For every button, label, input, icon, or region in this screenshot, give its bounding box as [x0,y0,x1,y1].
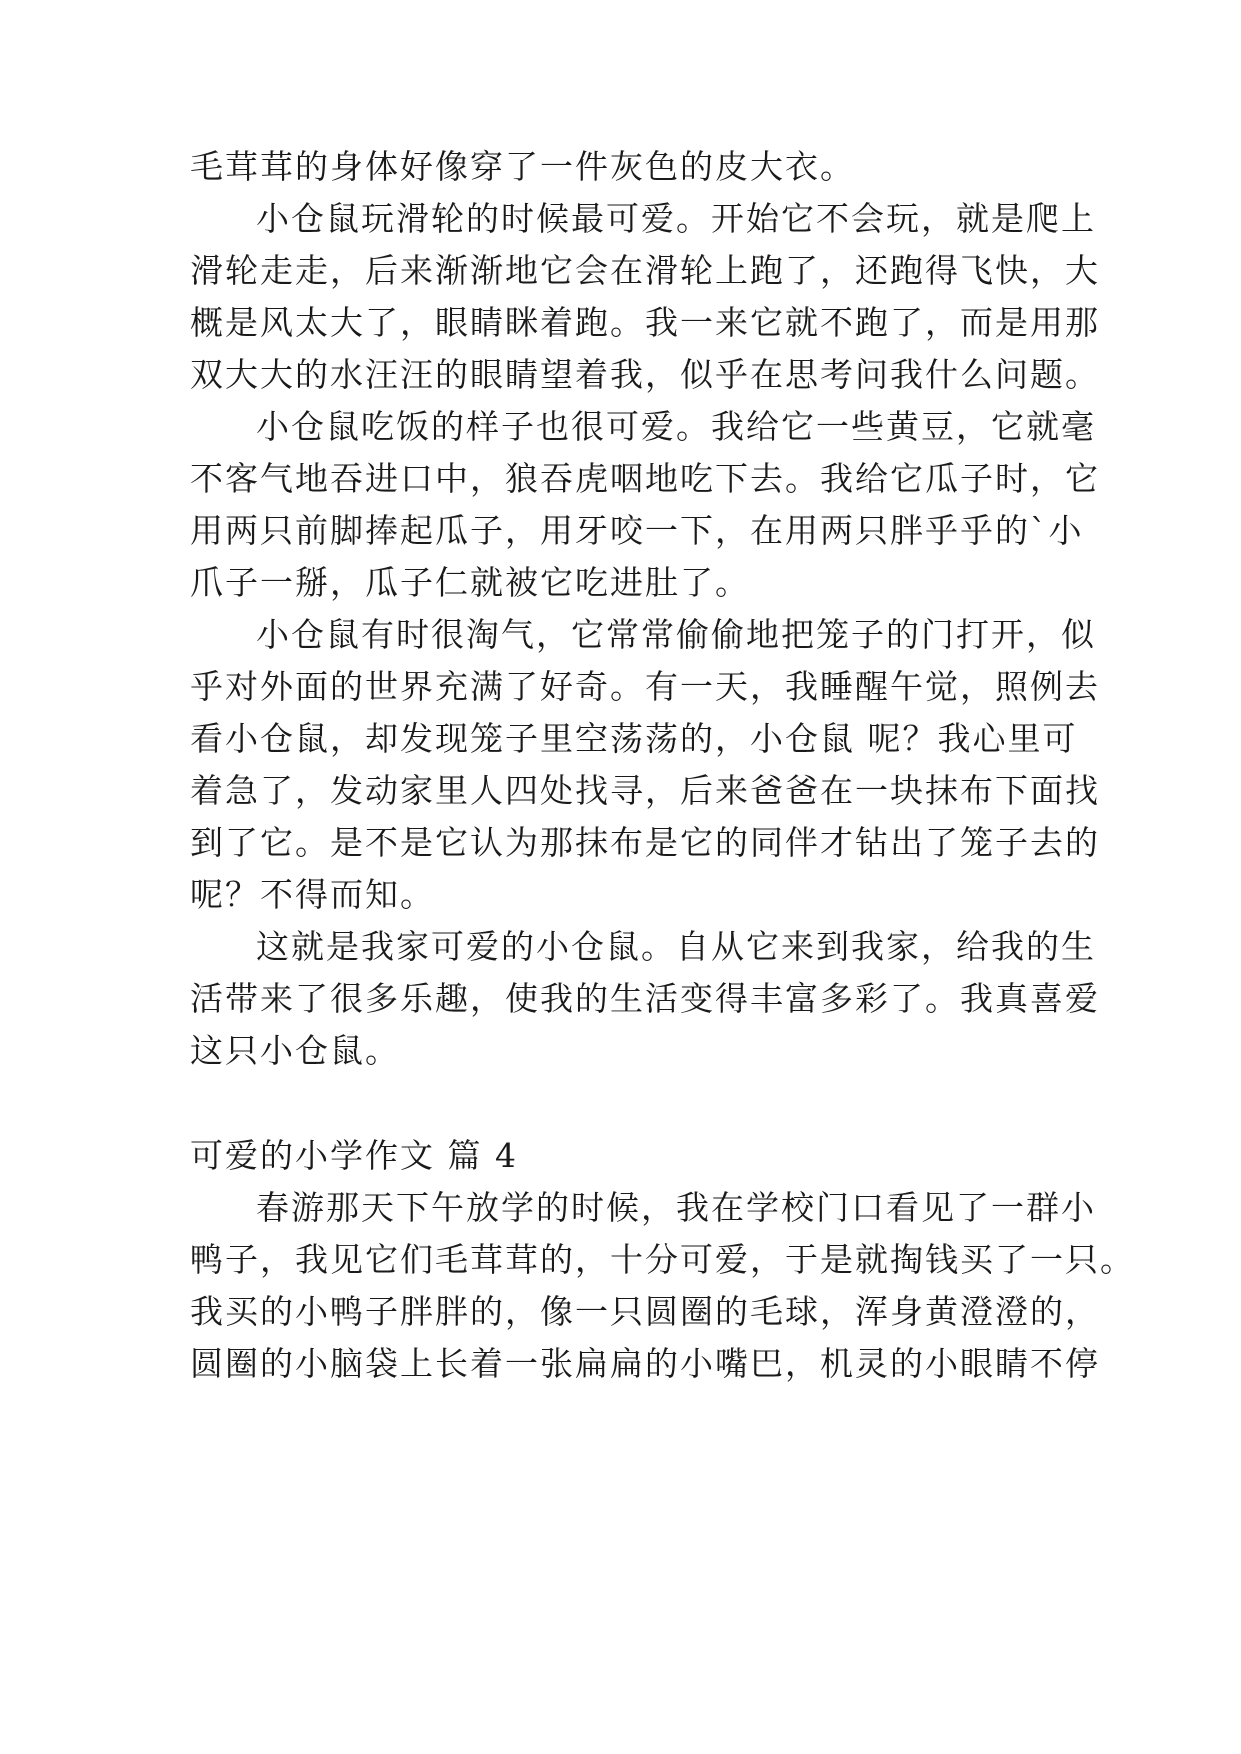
paragraph-line: 春游那天下午放学的时候，我在学校门口看见了一群小 [256,1188,1096,1227]
paragraph-line: 爪子一掰，瓜子仁就被它吃进肚了。 [190,563,750,602]
paragraph-line: 活带来了很多乐趣，使我的生活变得丰富多彩了。我真喜爱 [190,979,1100,1018]
paragraph-line: 概是风太大了，眼睛眯着跑。我一来它就不跑了，而是用那 [190,303,1100,342]
paragraph-line: 呢？不得而知。 [190,875,435,914]
paragraph-line: 看小仓鼠，却发现笼子里空荡荡的，小仓鼠 呢？我心里可 [190,719,1078,758]
paragraph-line: 这只小仓鼠。 [190,1031,400,1070]
paragraph-line: 用两只前脚捧起瓜子，用牙咬一下，在用两只胖乎乎的`小 [190,511,1084,550]
paragraph-line: 滑轮走走，后来渐渐地它会在滑轮上跑了，还跑得飞快，大 [190,251,1100,290]
paragraph-line: 小仓鼠玩滑轮的时候最可爱。开始它不会玩，就是爬上 [256,199,1096,238]
paragraph-line: 小仓鼠吃饭的样子也很可爱。我给它一些黄豆，它就毫 [256,407,1096,446]
section-heading: 可爱的小学作文 篇 4 [190,1136,518,1175]
paragraph-line: 到了它。是不是它认为那抹布是它的同伴才钻出了笼子去的 [190,823,1100,862]
paragraph-line: 我买的小鸭子胖胖的，像一只圆圈的毛球，浑身黄澄澄的， [190,1292,1100,1331]
paragraph-line: 不客气地吞进口中，狼吞虎咽地吃下去。我给它瓜子时，它 [190,459,1100,498]
paragraph-line: 乎对外面的世界充满了好奇。有一天，我睡醒午觉，照例去 [190,667,1100,706]
paragraph-line: 毛茸茸的身体好像穿了一件灰色的皮大衣。 [190,147,855,186]
paragraph-line: 小仓鼠有时很淘气，它常常偷偷地把笼子的门打开，似 [256,615,1096,654]
paragraph-line: 鸭子，我见它们毛茸茸的，十分可爱，于是就掏钱买了一只。 [190,1240,1135,1279]
paragraph-line: 圆圈的小脑袋上长着一张扁扁的小嘴巴，机灵的小眼睛不停 [190,1344,1100,1383]
paragraph-line: 这就是我家可爱的小仓鼠。自从它来到我家，给我的生 [256,927,1096,966]
paragraph-line: 双大大的水汪汪的眼睛望着我，似乎在思考问我什么问题。 [190,355,1100,394]
paragraph-line: 着急了，发动家里人四处找寻，后来爸爸在一块抹布下面找 [190,771,1100,810]
